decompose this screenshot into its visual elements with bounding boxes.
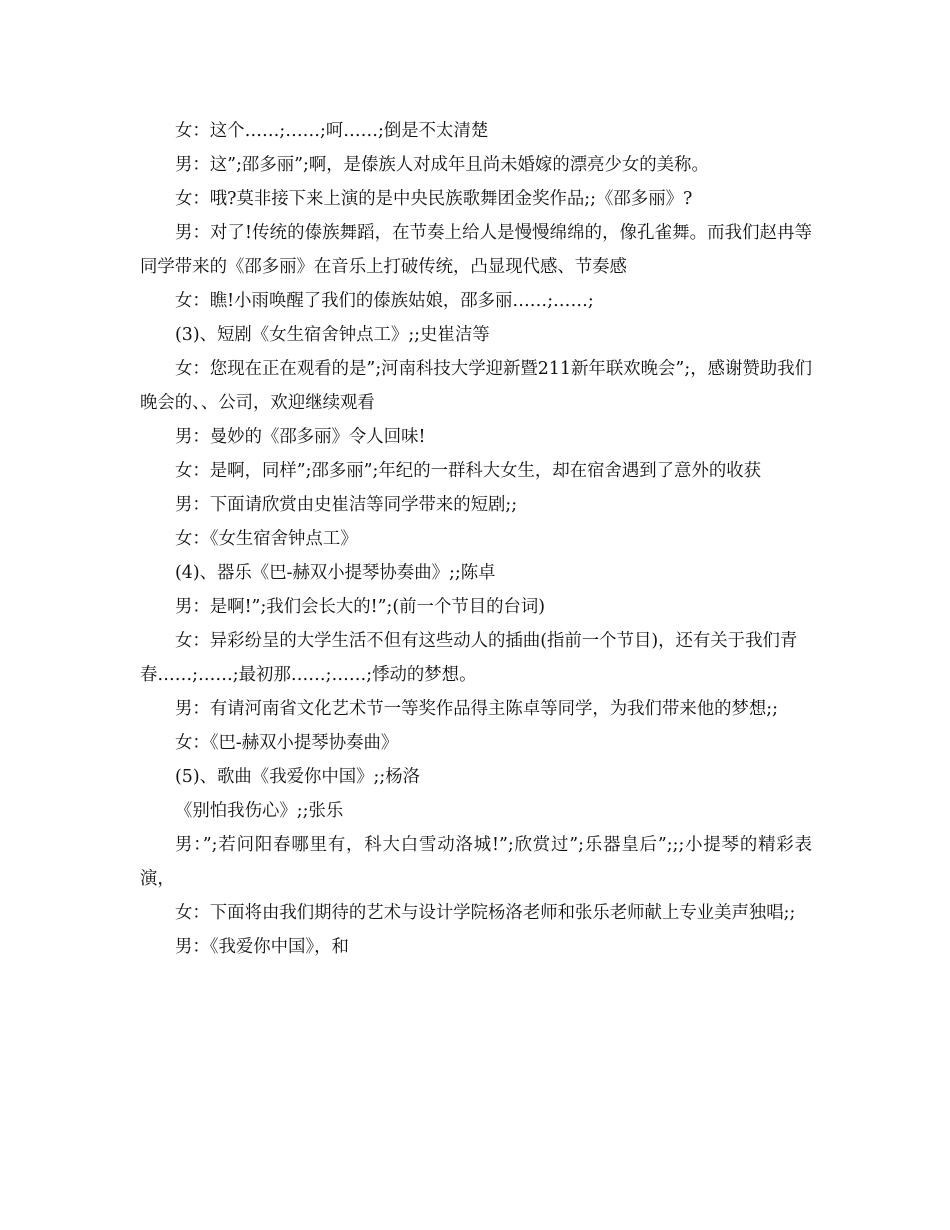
dialogue-line: 女：您现在正在观看的是”;河南科技大学迎新暨211新年联欢晚会”;，感谢赞助我们晚会的、、公司，欢迎继续观看 — [140, 359, 812, 413]
dialogue-line: 女：下面将由我们期待的艺术与设计学院杨洛老师和张乐老师献上专业美声独唱;; — [175, 903, 796, 923]
dialogue-line: 男：”;若问阳春哪里有，科大白雪动洛城!”;欣赏过”;乐器皇后”;;;小提琴的精彩表演， — [140, 835, 812, 889]
dialogue-line: 女：《巴-赫双小提琴协奏曲》 — [175, 733, 399, 753]
program-item-heading: (4)、器乐《巴-赫双小提琴协奏曲》;;陈卓 — [175, 563, 496, 583]
dialogue-line: 女：这个……;……;呵……;倒是不太清楚 — [175, 121, 489, 141]
dialogue-line: 男：这”;邵多丽”;啊，是傣族人对成年且尚未婚嫁的漂亮少女的美称。 — [175, 155, 709, 175]
dialogue-line: 男：下面请欣赏由史崔洁等同学带来的短剧;; — [175, 495, 518, 515]
dialogue-line: 女：是啊，同样”;邵多丽”;年纪的一群科大女生，却在宿舍遇到了意外的收获 — [175, 461, 762, 481]
dialogue-line: 男：《我爱你中国》，和 — [175, 937, 349, 957]
dialogue-line: 女：异彩纷呈的大学生活不但有这些动人的插曲(指前一个节目)，还有关于我们青 — [175, 631, 798, 651]
dialogue-line-continuation: 春……;……;最初那……;……;悸动的梦想。 — [140, 665, 477, 685]
program-item-subheading: 《别怕我伤心》;;张乐 — [175, 801, 344, 821]
dialogue-line: 男：对了!传统的傣族舞蹈，在节奏上给人是慢慢绵绵的，像孔雀舞。而我们赵冉等同学带来的《邵多丽》在音乐上打破传统，凸显现代感、节奏感 — [140, 223, 812, 277]
document-body — [140, 114, 812, 964]
program-item-heading: (3)、短剧《女生宿舍钟点工》;;史崔洁等 — [175, 325, 490, 345]
dialogue-line: 女：瞧!小雨唤醒了我们的傣族姑娘，邵多丽……;……; — [175, 291, 594, 311]
dialogue-line: 女：《女生宿舍钟点工》 — [175, 529, 358, 549]
dialogue-line: 男：曼妙的《邵多丽》令人回味! — [175, 427, 426, 447]
dialogue-line: 男：有请河南省文化艺术节一等奖作品得主陈卓等同学，为我们带来他的梦想;; — [175, 699, 779, 719]
program-item-heading: (5)、歌曲《我爱你中国》;;杨洛 — [175, 767, 421, 787]
dialogue-line: 女：哦?莫非接下来上演的是中央民族歌舞团金奖作品;;《邵多丽》? — [175, 189, 693, 209]
dialogue-line: 男：是啊!”;我们会长大的!”;(前一个节目的台词) — [175, 597, 546, 617]
